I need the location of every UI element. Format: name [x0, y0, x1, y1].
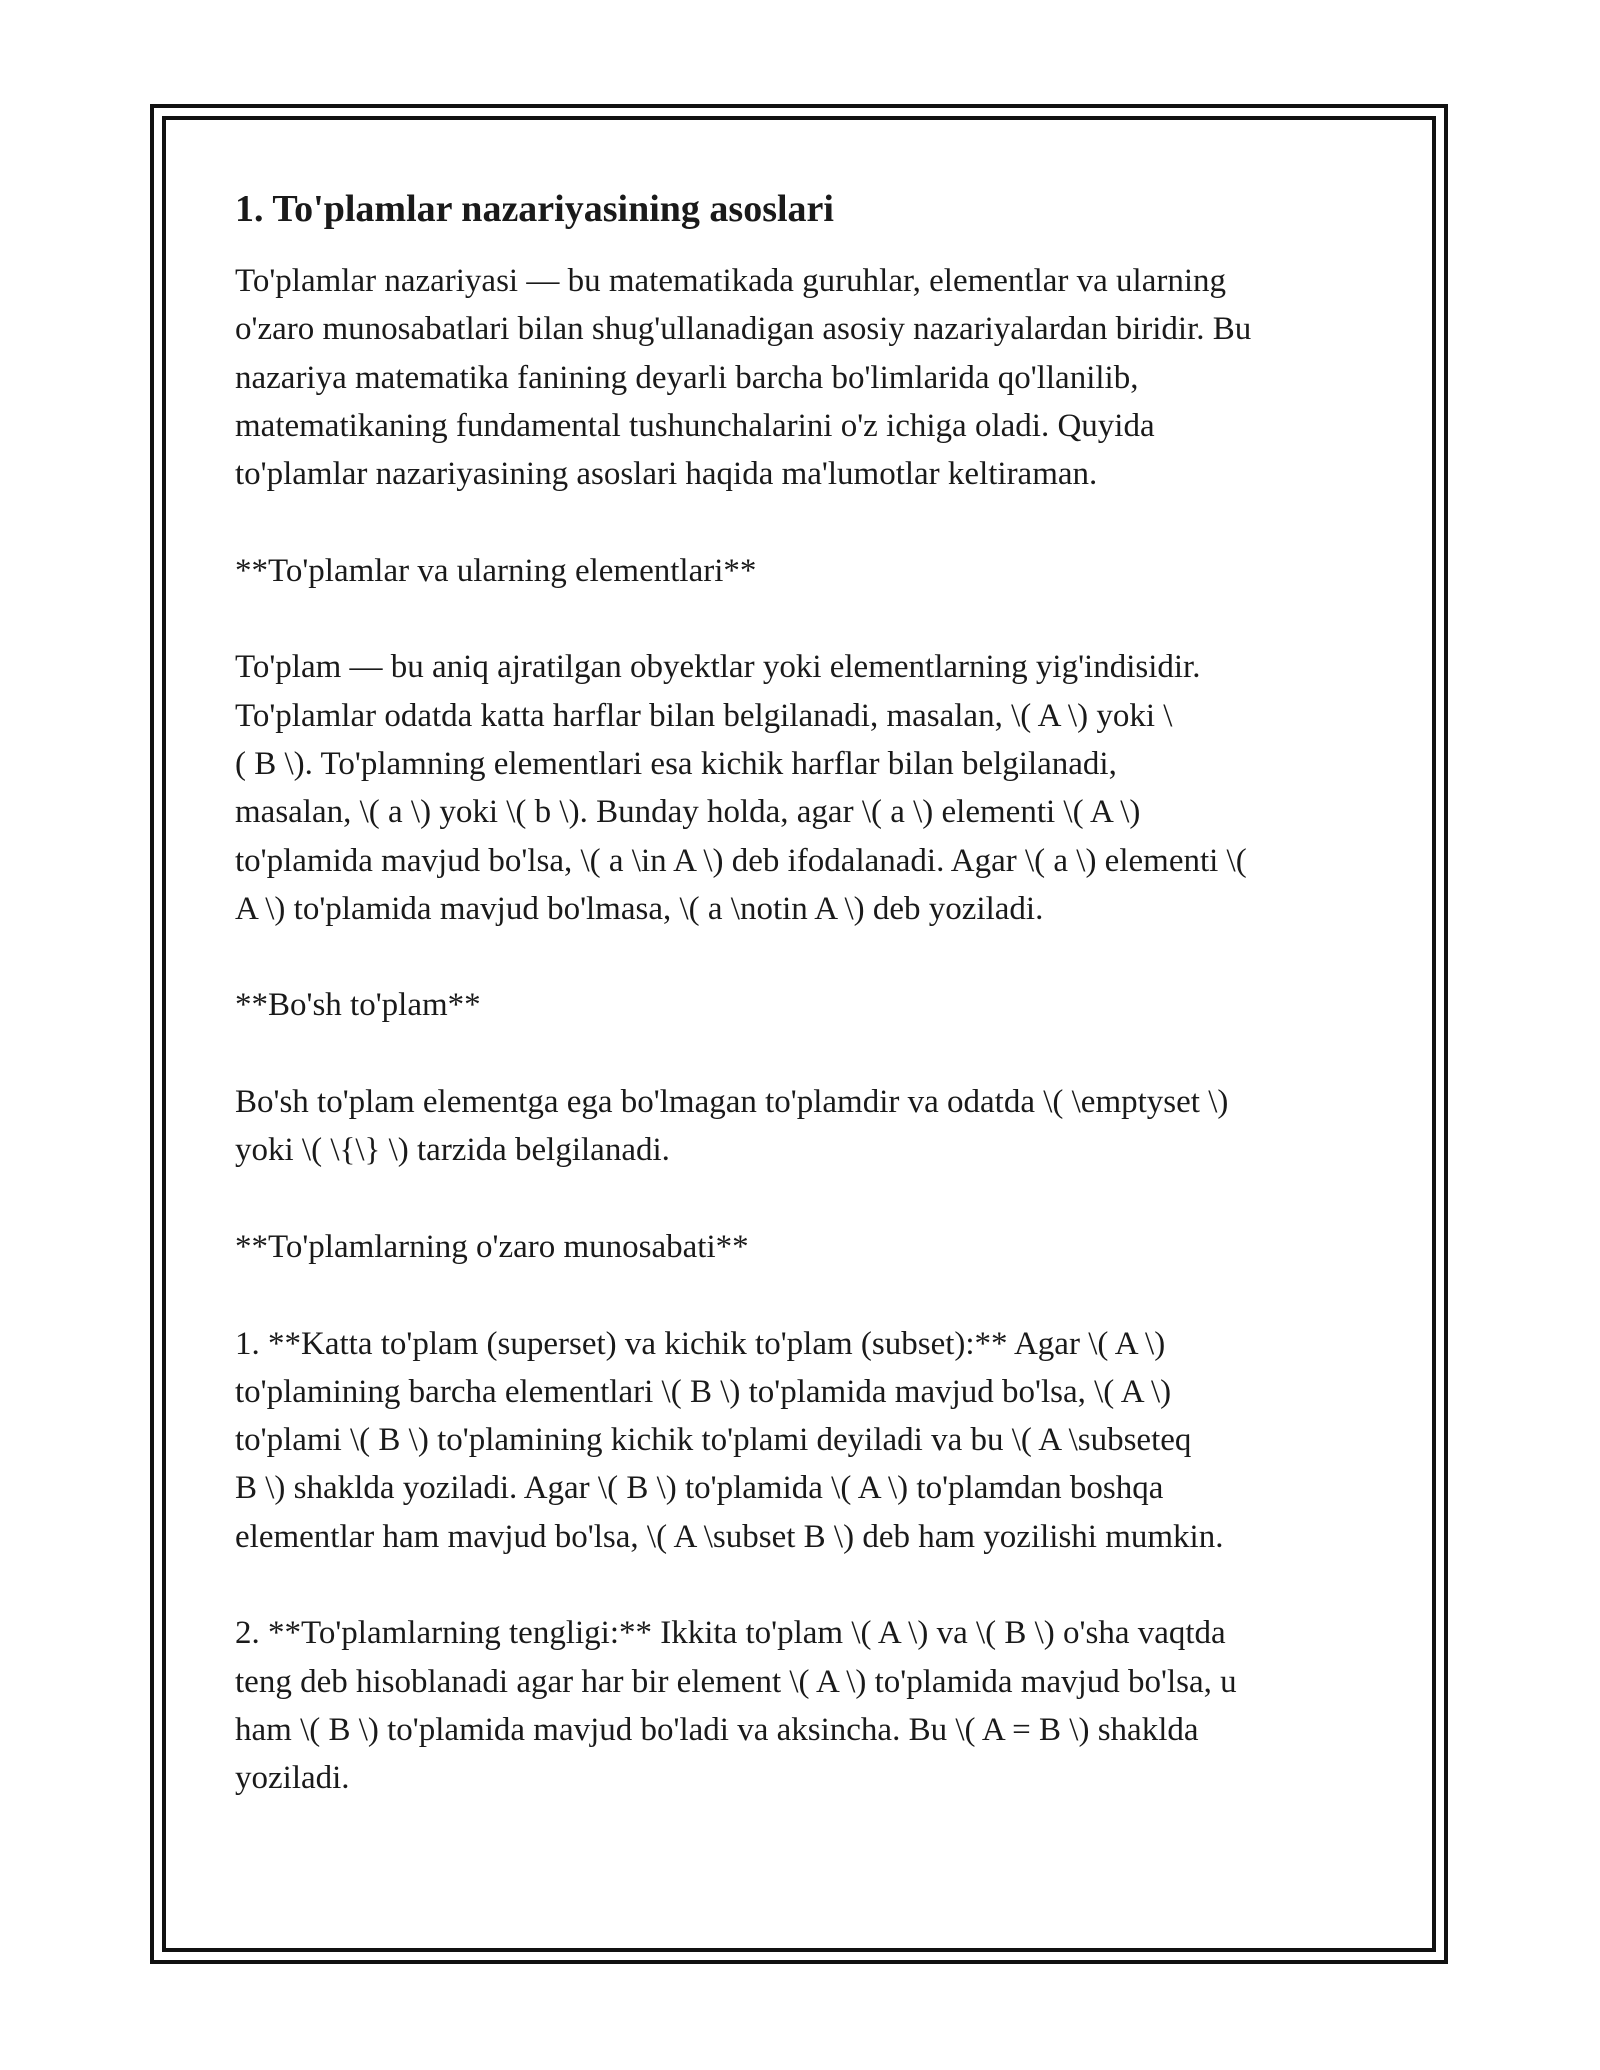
set-equality-paragraph: 2. **To'plamlarning tengligi:** Ikkita to'plam \( A \) va \( B \) o'sha vaqtda teng deb hisoblanadi agar har bir element \( A \) to'plamida mavjud bo'lsa, u ham \( B \) to'plamida mavjud bo'ladi va aksincha. Bu \( A = B \) shaklda yoziladi.	[235, 1615, 1237, 1797]
document-body	[235, 185, 1375, 1851]
intro-paragraph: To'plamlar nazariyasi — bu matematikada guruhlar, elementlar va ularning o'zaro munosabatlari bilan shug'ullanadigan asosiy nazariyalardan biridir. Bu nazariya matematika fanining deyarli barcha bo'limlarida qo'llanilib, matematikaning fundamental tushunchalarini o'z ichiga oladi. Quyida to'plamlar nazariyasining asoslari haqida ma'lumotlar keltiraman.	[235, 263, 1252, 493]
heading-empty-set: **Bo'sh to'plam**	[235, 987, 481, 1024]
section-title: 1. To'plamlar nazariyasining asoslari	[235, 188, 834, 230]
heading-set-relations: **To'plamlarning o'zaro munosabati**	[235, 1228, 749, 1265]
sets-elements-paragraph: To'plam — bu aniq ajratilgan obyektlar yoki elementlarning yig'indisidir. To'plamlar odatda katta harflar bilan belgilanadi, masalan, \( A \) yoki \ ( B \). To'plamning elementlari esa kichik harflar bilan belgilanadi, masalan, \( a \) yoki \( b \). Bunday holda, agar \( a \) elementi \( A \) to'plamida mavjud bo'lsa, \( a \in A \) deb ifodalanadi. Agar \( a \) elementi \( A \) to'plamida mavjud bo'lmasa, \( a \notin A \) deb yoziladi.	[235, 649, 1247, 927]
empty-set-paragraph: Bo'sh to'plam elementga ega bo'lmagan to'plamdir va odatda \( \emptyset \) yoki \( \{\} \) tarzida belgilanadi.	[235, 1084, 1229, 1169]
subset-paragraph: 1. **Katta to'plam (superset) va kichik to'plam (subset):** Agar \( A \) to'plamining barcha elementlari \( B \) to'plamida mavjud bo'lsa, \( A \) to'plami \( B \) to'plamining kichik to'plami deyiladi va bu \( A \subseteq B \) shaklda yoziladi. Agar \( B \) to'plamida \( A \) to'plamdan boshqa elementlar ham mavjud bo'lsa, \( A \subset B \) deb ham yozilishi mumkin.	[235, 1325, 1224, 1555]
heading-sets-and-elements: **To'plamlar va ularning elementlari**	[235, 552, 757, 589]
